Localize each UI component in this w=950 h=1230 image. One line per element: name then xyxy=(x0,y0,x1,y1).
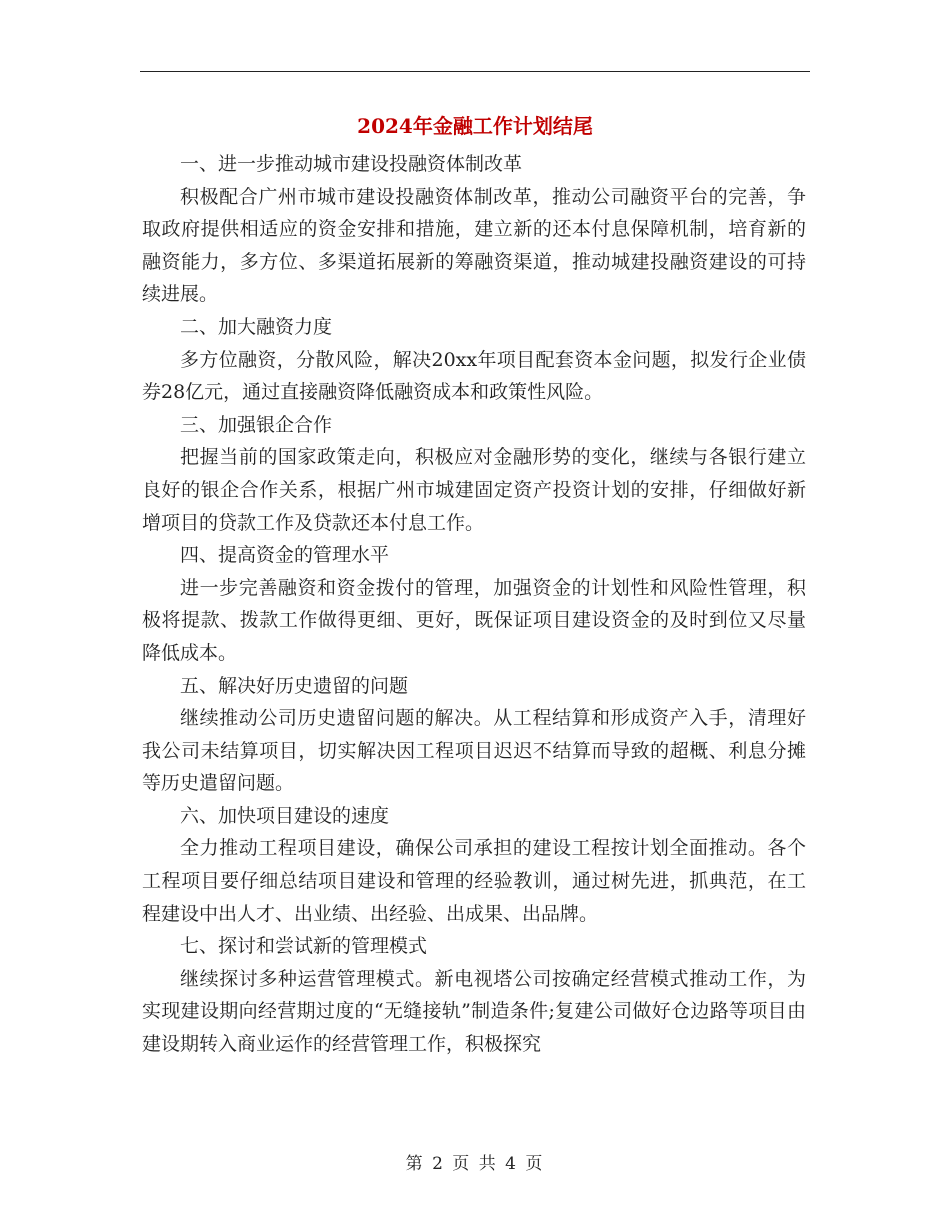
page-number-footer: 第 2 页 共 4 页 xyxy=(405,1154,545,1174)
section-heading: 四、提高资金的管理水平 xyxy=(180,544,390,567)
body-paragraph: 把握当前的国家政策走向，积极应对金融形势的变化，继续与各银行建立良好的银企合作关系，根据广州市城建固定资产投资计划的安排，仔细做好新增项目的贷款工作及贷款还本付息工作。 xyxy=(142,446,806,534)
body-paragraph: 继续推动公司历史遗留问题的解决。从工程结算和形成资产入手，清理好我公司未结算项目，切实解决因工程项目迟迟不结算而导致的超概、利息分摊等历史遣留问题。 xyxy=(142,707,806,795)
section-heading: 一、进一步推动城市建设投融资体制改革 xyxy=(180,153,523,175)
body-paragraph: 进一步完善融资和资金拨付的管理，加强资金的计划性和风险性管理，积极将提款、拨款工作做得更细、更好，既保证项目建设资金的及时到位又尽量降低成本。 xyxy=(142,576,806,664)
body-paragraph: 继续探讨多种运营管理模式。新电视塔公司按确定经营模式推动工作，为实现建设期向经营期过度的“无缝接轨”制造条件;复建公司做好仓边路等项目由建设期转入商业运作的经营管理工作，积极探究 xyxy=(142,967,806,1056)
section-heading: 七、探讨和尝试新的管理模式 xyxy=(180,935,428,958)
section-heading: 六、加快项目建设的速度 xyxy=(180,804,390,827)
section-heading: 五、解决好历史遗留的问题 xyxy=(180,674,409,697)
body-paragraph: 多方位融资，分散风险，解决20xx年项目配套资本金问题，拟发行企业债券28亿元，通过直接融资降低融资成本和政策性风险。 xyxy=(142,348,806,404)
section-heading: 三、加强银企合作 xyxy=(180,413,333,436)
header-rule xyxy=(140,71,810,72)
body-paragraph: 全力推动工程项目建设，确保公司承担的建设工程按计划全面推动。各个工程项目要仔细总结项目建设和管理的经验教训，通过树先进，抓典范，在工程建设中出人才、出业绩、出经验、出成果、出品牌。 xyxy=(142,837,806,925)
body-paragraph: 积极配合广州市城市建设投融资体制改革，推动公司融资平台的完善，争取政府提供相适应的资金安排和措施，建立新的还本付息保障机制，培育新的融资能力，多方位、多渠道拓展新的筹融资渠道，推动城建投融资建设的可持续进展。 xyxy=(142,185,806,306)
section-heading: 二、加大融资力度 xyxy=(180,315,333,338)
document-title: 2024年金融工作计划结尾 xyxy=(357,114,593,138)
document-body xyxy=(142,148,806,1061)
